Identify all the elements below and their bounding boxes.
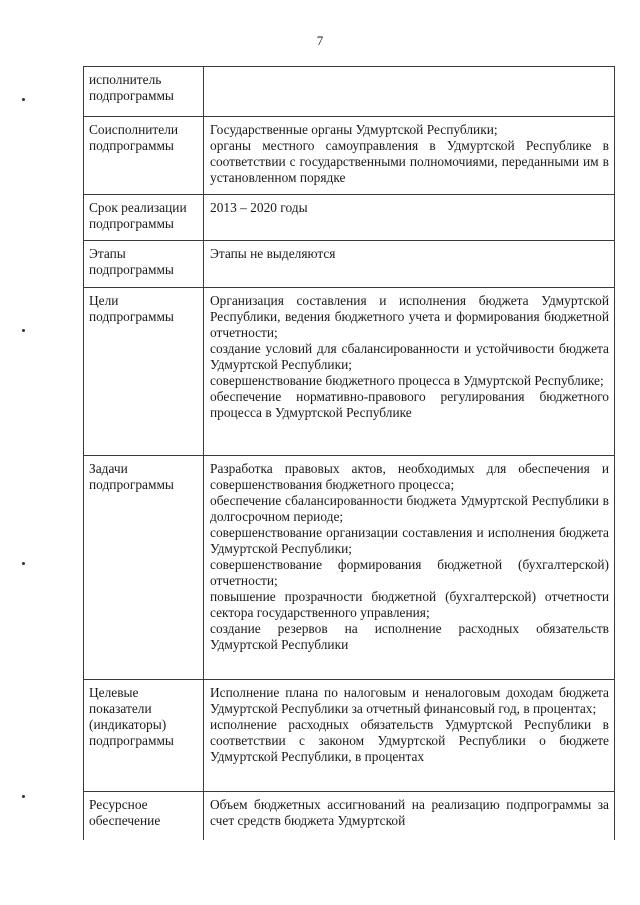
value-paragraph: Государственные органы Удмуртской Республики; xyxy=(210,122,498,137)
row-goals xyxy=(84,288,615,456)
row-label xyxy=(84,456,204,680)
subprogram-passport-table xyxy=(83,66,615,840)
label-line: Срок реализации xyxy=(89,200,187,215)
label-line: подпрограммы xyxy=(89,88,174,103)
scan-mark xyxy=(22,562,25,565)
value-paragraph: Организация составления и исполнения бюджета Удмуртской Республики, ведения бюджетного учета и формирования бюджетной отчетности; xyxy=(210,293,609,340)
label-line: обеспечение xyxy=(89,813,161,828)
scan-mark xyxy=(22,795,25,798)
scan-mark xyxy=(22,329,25,332)
row-label xyxy=(84,67,204,117)
label-line: Ресурсное xyxy=(89,797,148,812)
value-paragraph: 2013 – 2020 годы xyxy=(210,200,308,215)
value-paragraph: совершенствование организации составления и исполнения бюджета Удмуртской Республики; xyxy=(210,525,609,556)
row-label xyxy=(84,680,204,792)
value-paragraph: Исполнение плана по налоговым и неналоговым доходам бюджета Удмуртской Республики за отчетный финансовый год, в процентах; xyxy=(210,685,609,716)
row-value xyxy=(204,792,615,840)
row-label xyxy=(84,288,204,456)
label-line: Этапы xyxy=(89,246,126,261)
row-value xyxy=(204,195,615,241)
label-line: подпрограммы xyxy=(89,138,174,153)
row-resources xyxy=(84,792,615,840)
row-value xyxy=(204,241,615,288)
value-paragraph: исполнение расходных обязательств Удмуртской Республики в соответствии с законом Удмуртской Республики о бюджете Удмуртской Республики, в процентах xyxy=(210,717,609,764)
label-line: Задачи xyxy=(89,461,128,476)
row-label xyxy=(84,792,204,840)
value-paragraph: Этапы не выделяются xyxy=(210,246,336,261)
row-value xyxy=(204,117,615,195)
row-target-indicators xyxy=(84,680,615,792)
row-label xyxy=(84,195,204,241)
row-stages xyxy=(84,241,615,288)
value-paragraph: создание резервов на исполнение расходных обязательств Удмуртской Республики xyxy=(210,621,609,652)
value-paragraph: Разработка правовых актов, необходимых для обеспечения и совершенствования бюджетного процесса; xyxy=(210,461,609,492)
row-executor xyxy=(84,67,615,117)
row-value xyxy=(204,288,615,456)
value-paragraph: повышение прозрачности бюджетной (бухгалтерской) отчетности сектора государственного управления; xyxy=(210,589,609,620)
value-paragraph: создание условий для сбалансированности и устойчивости бюджета Удмуртской Республики; xyxy=(210,341,609,372)
label-line: Соисполнители xyxy=(89,122,179,137)
label-line: Цели xyxy=(89,293,119,308)
value-paragraph: совершенствование бюджетного процесса в Удмуртской Республике; xyxy=(210,373,604,388)
label-line: показатели xyxy=(89,701,152,716)
label-line: подпрограммы xyxy=(89,309,174,324)
row-term xyxy=(84,195,615,241)
row-label xyxy=(84,117,204,195)
row-label xyxy=(84,241,204,288)
row-value xyxy=(204,456,615,680)
value-paragraph: обеспечение нормативно-правового регулирования бюджетного процесса в Удмуртской Республике xyxy=(210,389,609,420)
value-paragraph: Объем бюджетных ассигнований на реализацию подпрограммы за счет средств бюджета Удмуртской xyxy=(210,797,609,828)
value-paragraph: органы местного самоуправления в Удмуртской Республике в соответствии с государственными полномочиями, переданными им в установленном порядке xyxy=(210,138,609,185)
value-paragraph: обеспечение сбалансированности бюджета Удмуртской Республики в долгосрочном периоде; xyxy=(210,493,609,524)
row-value xyxy=(204,680,615,792)
row-value xyxy=(204,67,615,117)
label-line: исполнитель xyxy=(89,72,162,87)
label-line: подпрограммы xyxy=(89,477,174,492)
label-line: подпрограммы xyxy=(89,262,174,277)
row-coexecutors xyxy=(84,117,615,195)
row-tasks xyxy=(84,456,615,680)
label-line: подпрограммы xyxy=(89,733,174,748)
scan-mark xyxy=(22,98,25,101)
label-line: (индикаторы) xyxy=(89,717,167,732)
label-line: подпрограммы xyxy=(89,216,174,231)
label-line: Целевые xyxy=(89,685,139,700)
value-paragraph: совершенствование формирования бюджетной (бухгалтерской) отчетности; xyxy=(210,557,609,588)
page-number: 7 xyxy=(316,33,324,48)
